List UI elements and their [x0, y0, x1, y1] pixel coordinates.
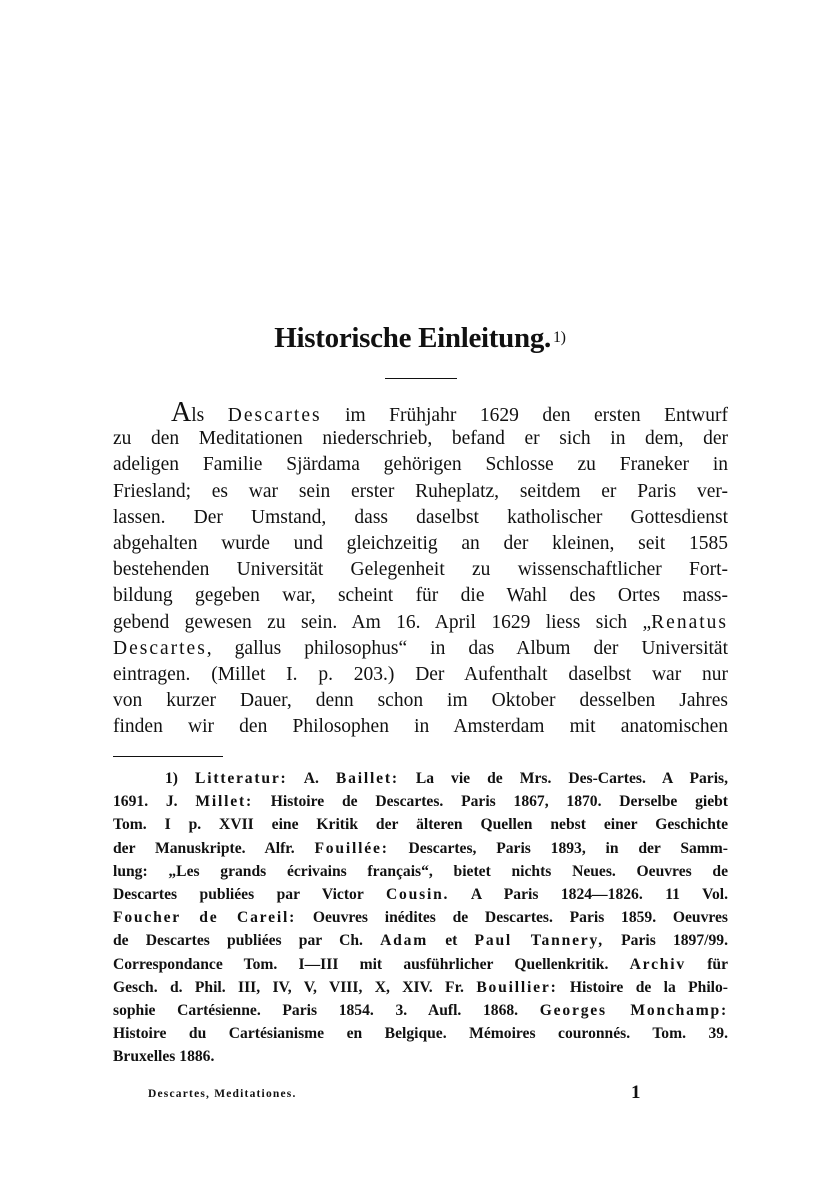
- footnote-line: Descartes publiées par Victor Cousin. A Paris 1824—1826. 11 Vol.: [113, 885, 728, 903]
- footnote-line: Histoire du Cartésianisme en Belgique. Mémoires couronnés. Tom. 39.: [113, 1025, 728, 1043]
- footnote: [113, 767, 728, 1068]
- body-paragraph: [113, 397, 728, 740]
- initial-letter: A: [171, 397, 192, 428]
- footnote-line: lung: „Les grands écrivains français“, bietet nichts Neues. Oeuvres de: [113, 862, 728, 880]
- chapter-title-text: Historische Einleitung.: [274, 322, 551, 354]
- body-line: Als Descartes im Frühjahr 1629 den ersten Entwurf: [171, 397, 728, 428]
- body-line: lassen. Der Umstand, dass daselbst katholischer Gottesdienst: [113, 506, 728, 528]
- chapter-title: [274, 322, 565, 354]
- spaced-name: Renatus: [651, 611, 728, 633]
- footnote-divider: [113, 756, 223, 757]
- body-line: bestehenden Universität Gelegenheit zu wissenschaftlicher Fort-: [113, 559, 728, 581]
- footnote-line: sophie Cartésienne. Paris 1854. 3. Aufl. 1868. Georges Monchamp:: [113, 1001, 728, 1019]
- footnote-line: Correspondance Tom. I—III mit ausführlicher Quellenkritik. Archiv für: [113, 955, 728, 973]
- body-line: gebend gewesen zu sein. Am 16. April 1629 liess sich „Renatus: [113, 611, 728, 633]
- body-line: abgehalten wurde und gleichzeitig an der kleinen, seit 1585: [113, 532, 728, 554]
- footnote-line: Foucher de Careil: Oeuvres inédites de Descartes. Paris 1859. Oeuvres: [113, 909, 728, 927]
- spaced-name: Descartes: [113, 637, 207, 659]
- running-footer: Descartes, Meditationes.: [148, 1088, 297, 1100]
- body-line: bildung gegeben war, scheint für die Wahl des Ortes mass-: [113, 585, 728, 607]
- title-divider: [385, 378, 457, 379]
- footnote-marker: 1): [552, 329, 566, 346]
- chapter-heading: [0, 322, 840, 355]
- body-line: Descartes, gallus philosophus“ in das Album der Universität: [113, 637, 728, 659]
- footnote-line: Gesch. d. Phil. III, IV, V, VIII, X, XIV. Fr. Bouillier: Histoire de la Philo-: [113, 978, 728, 996]
- footnote-line: Bruxelles 1886.: [113, 1048, 215, 1066]
- body-line: Friesland; es war sein erster Ruheplatz, seitdem er Paris ver-: [113, 480, 728, 502]
- footnote-line: Tom. I p. XVII eine Kritik der älteren Quellen nebst einer Geschichte: [113, 816, 728, 834]
- footnote-line: 1691. J. Millet: Histoire de Descartes. Paris 1867, 1870. Derselbe giebt: [113, 793, 729, 811]
- footnote-line: 1) Litteratur: A. Baillet: La vie de Mrs. Des-Cartes. A Paris,: [165, 770, 728, 787]
- body-line: finden wir den Philosophen in Amsterdam mit anatomischen: [113, 716, 728, 738]
- body-line: eintragen. (Millet I. p. 203.) Der Aufenthalt daselbst war nur: [113, 663, 728, 685]
- page-number: 1: [631, 1082, 641, 1103]
- footnote-line: de Descartes publiées par Ch. Adam et Paul Tannery, Paris 1897/99.: [113, 932, 728, 950]
- footnote-line: der Manuskripte. Alfr. Fouillée: Descartes, Paris 1893, in der Samm-: [113, 839, 728, 857]
- body-line: zu den Meditationen niederschrieb, befand er sich in dem, der: [113, 428, 728, 450]
- body-line: adeligen Familie Sjärdama gehörigen Schlosse zu Franeker in: [113, 454, 728, 476]
- spaced-name: Descartes: [227, 405, 322, 426]
- body-line: von kurzer Dauer, denn schon im Oktober desselben Jahres: [113, 690, 728, 712]
